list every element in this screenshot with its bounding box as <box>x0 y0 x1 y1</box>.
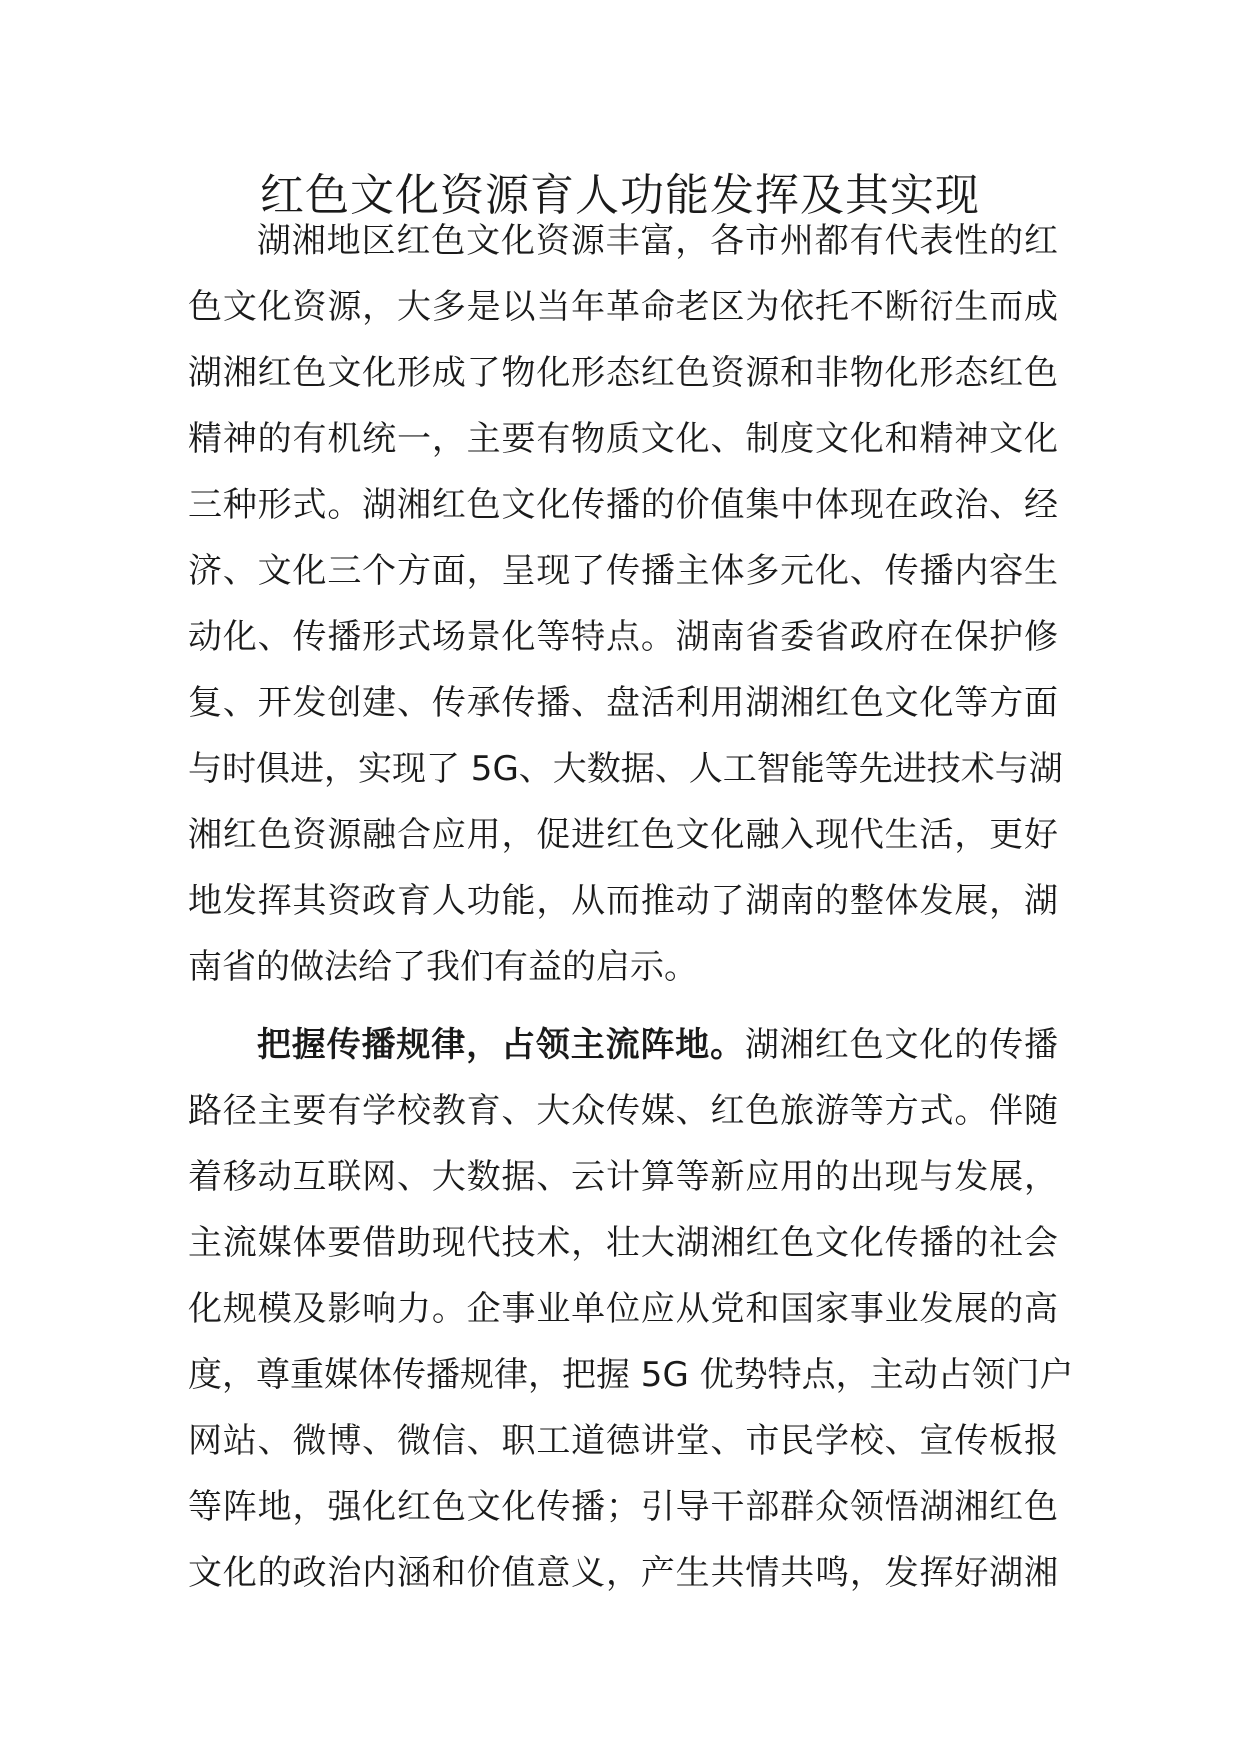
paragraph-line: 湖湘地区红色文化资源丰富，各市州都有代表性的红 <box>256 221 1058 261</box>
paragraph-line: 路径主要有学校教育、大众传媒、红色旅游等方式。伴随 <box>188 1091 1058 1131</box>
paragraph-line: 文化的政治内涵和价值意义，产生共情共鸣，发挥好湖湘 <box>188 1553 1058 1593</box>
paragraph-line: 化规模及影响力。企事业单位应从党和国家事业发展的高 <box>188 1289 1058 1329</box>
paragraph-line: 精神的有机统一，主要有物质文化、制度文化和精神文化 <box>188 419 1058 459</box>
paragraph-line: 湘红色资源融合应用，促进红色文化融入现代生活，更好 <box>188 815 1058 855</box>
paragraph-line: 着移动互联网、大数据、云计算等新应用的出现与发展， <box>188 1157 1058 1197</box>
paragraph-line: 复、开发创建、传承传播、盘活利用湖湘红色文化等方面 <box>188 683 1058 723</box>
paragraph-line: 南省的做法给了我们有益的启示。 <box>188 947 698 987</box>
paragraph-line: 网站、微博、微信、职工道德讲堂、市民学校、宣传板报 <box>188 1421 1058 1461</box>
paragraph-line: 等阵地，强化红色文化传播；引导干部群众领悟湖湘红色 <box>188 1487 1058 1527</box>
document-title: 红色文化资源育人功能发挥及其实现 <box>260 170 980 221</box>
paragraph-line: 湖湘红色文化形成了物化形态红色资源和非物化形态红色 <box>188 353 1058 393</box>
paragraph-1 <box>188 208 1063 1000</box>
paragraph-line: 地发挥其资政育人功能，从而推动了湖南的整体发展，湖 <box>188 881 1058 921</box>
paragraph-line: 三种形式。湖湘红色文化传播的价值集中体现在政治、经 <box>188 485 1058 525</box>
paragraph-line: 把握传播规律，占领主流阵地。湖湘红色文化的传播 <box>256 1025 1059 1065</box>
paragraph-2 <box>188 1012 1074 1606</box>
paragraph-line: 济、文化三个方面，呈现了传播主体多元化、传播内容生 <box>188 551 1058 591</box>
paragraph-line: 度，尊重媒体传播规律，把握 5G 优势特点，主动占领门户 <box>188 1355 1074 1395</box>
paragraph-line: 主流媒体要借助现代技术，壮大湖湘红色文化传播的社会 <box>188 1223 1058 1263</box>
paragraph-line: 与时俱进，实现了 5G、大数据、人工智能等先进技术与湖 <box>188 749 1063 789</box>
paragraph-line: 色文化资源，大多是以当年革命老区为依托不断衍生而成 <box>188 287 1058 327</box>
paragraph-line: 动化、传播形式场景化等特点。湖南省委省政府在保护修 <box>188 617 1058 657</box>
paragraph-lead-heading: 把握传播规律，占领主流阵地。 <box>256 1025 746 1065</box>
